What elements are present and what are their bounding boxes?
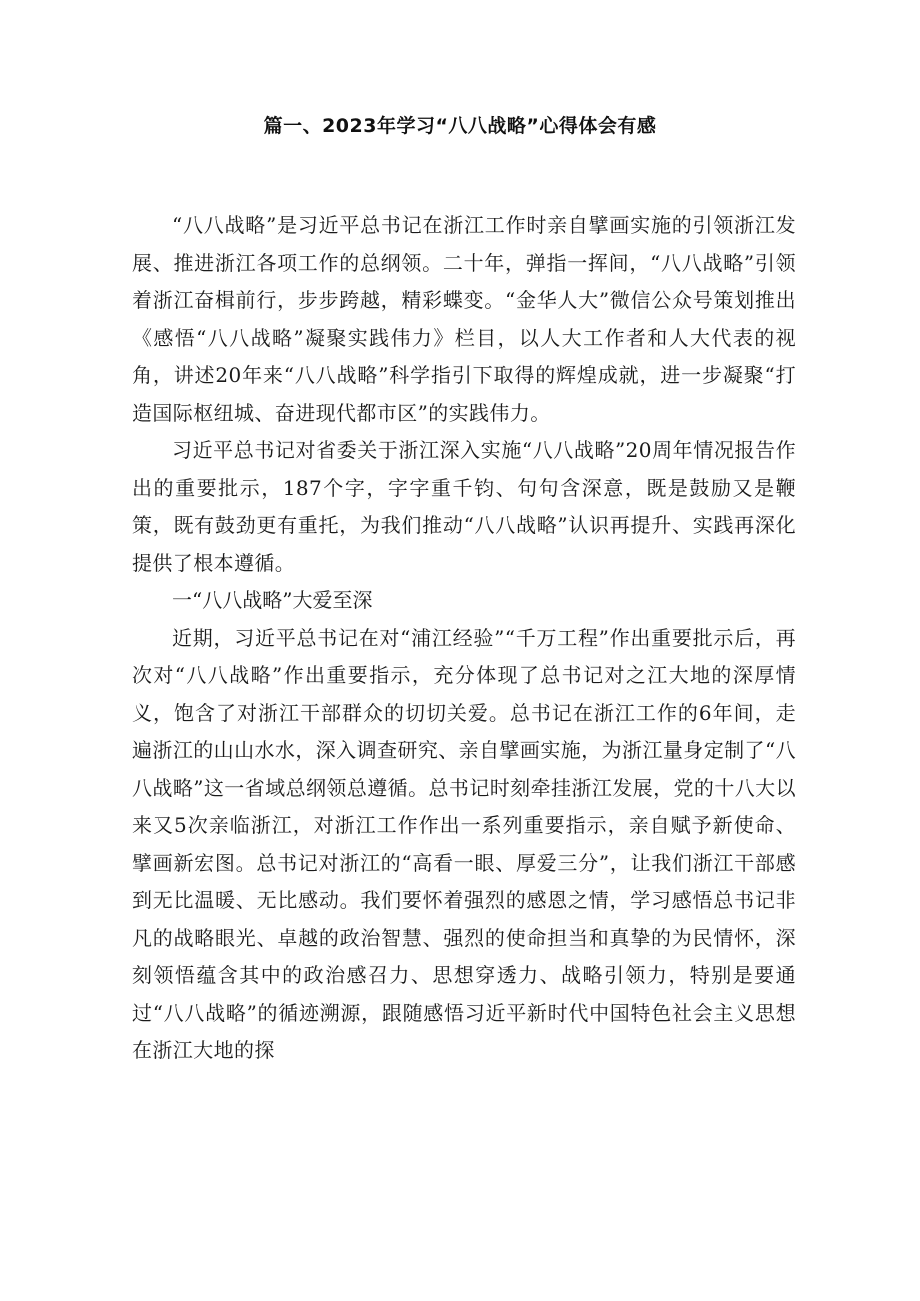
paragraph-intro: “八八战略”是习近平总书记在浙江工作时亲自擘画实施的引领浙江发展、推进浙江各项工作的总纲领。二十年，弹指一挥间，“八八战略”引领着浙江奋楫前行，步步跨越，精彩蝶变。“金华人大”微信公众号策划推出《感悟“八八战略”凝聚实践伟力》栏目，以人大工作者和人大代表的视角，讲述20年来“八八战略”科学指引下取得的辉煌成就，进一步凝聚“打造国际枢纽城、奋进现代都市区”的实践伟力。 [132,213,796,425]
paragraph-section-one: 近期，习近平总书记在对“浦江经验”“千万工程”作出重要批示后，再次对“八八战略”作出重要指示，充分体现了总书记对之江大地的深厚情义，饱含了对浙江干部群众的切切关爱。总书记在浙江工作的6年间，走遍浙江的山山水水，深入调查研究、亲自擘画实施，为浙江量身定制了“八八战略”这一省域总纲领总遵循。总书记时刻牵挂浙江发展，党的十八大以来又5次亲临浙江，对浙江工作作出一系列重要指示，亲自赋予新使命、擘画新宏图。总书记对浙江的“高看一眼、厚爱三分”，让我们浙江干部感到无比温暖、无比感动。我们要怀着强烈的感恩之情，学习感悟总书记非凡的战略眼光、卓越的政治智慧、强烈的使命担当和真挚的为民情怀，深刻领悟蕴含其中的政治感召力、思想穿透力、战略引领力，特别是要通过“八八战略”的循迹溯源，跟随感悟习近平新时代中国特色社会主义思想在浙江大地的探 [132,625,796,1062]
paragraph-instructions: 习近平总书记对省委关于浙江深入实施“八八战略”20周年情况报告作出的重要批示，187个字，字字重千钧、句句含深意，既是鼓励又是鞭策，既有鼓劲更有重托，为我们推动“八八战略”认识再提升、实践再深化提供了根本遵循。 [132,438,796,575]
document-title: 篇一、2023年学习“八八战略”心得体会有感 [263,115,657,137]
section-heading: 一“八八战略”大爱至深 [172,588,373,612]
document-body [132,207,796,1070]
